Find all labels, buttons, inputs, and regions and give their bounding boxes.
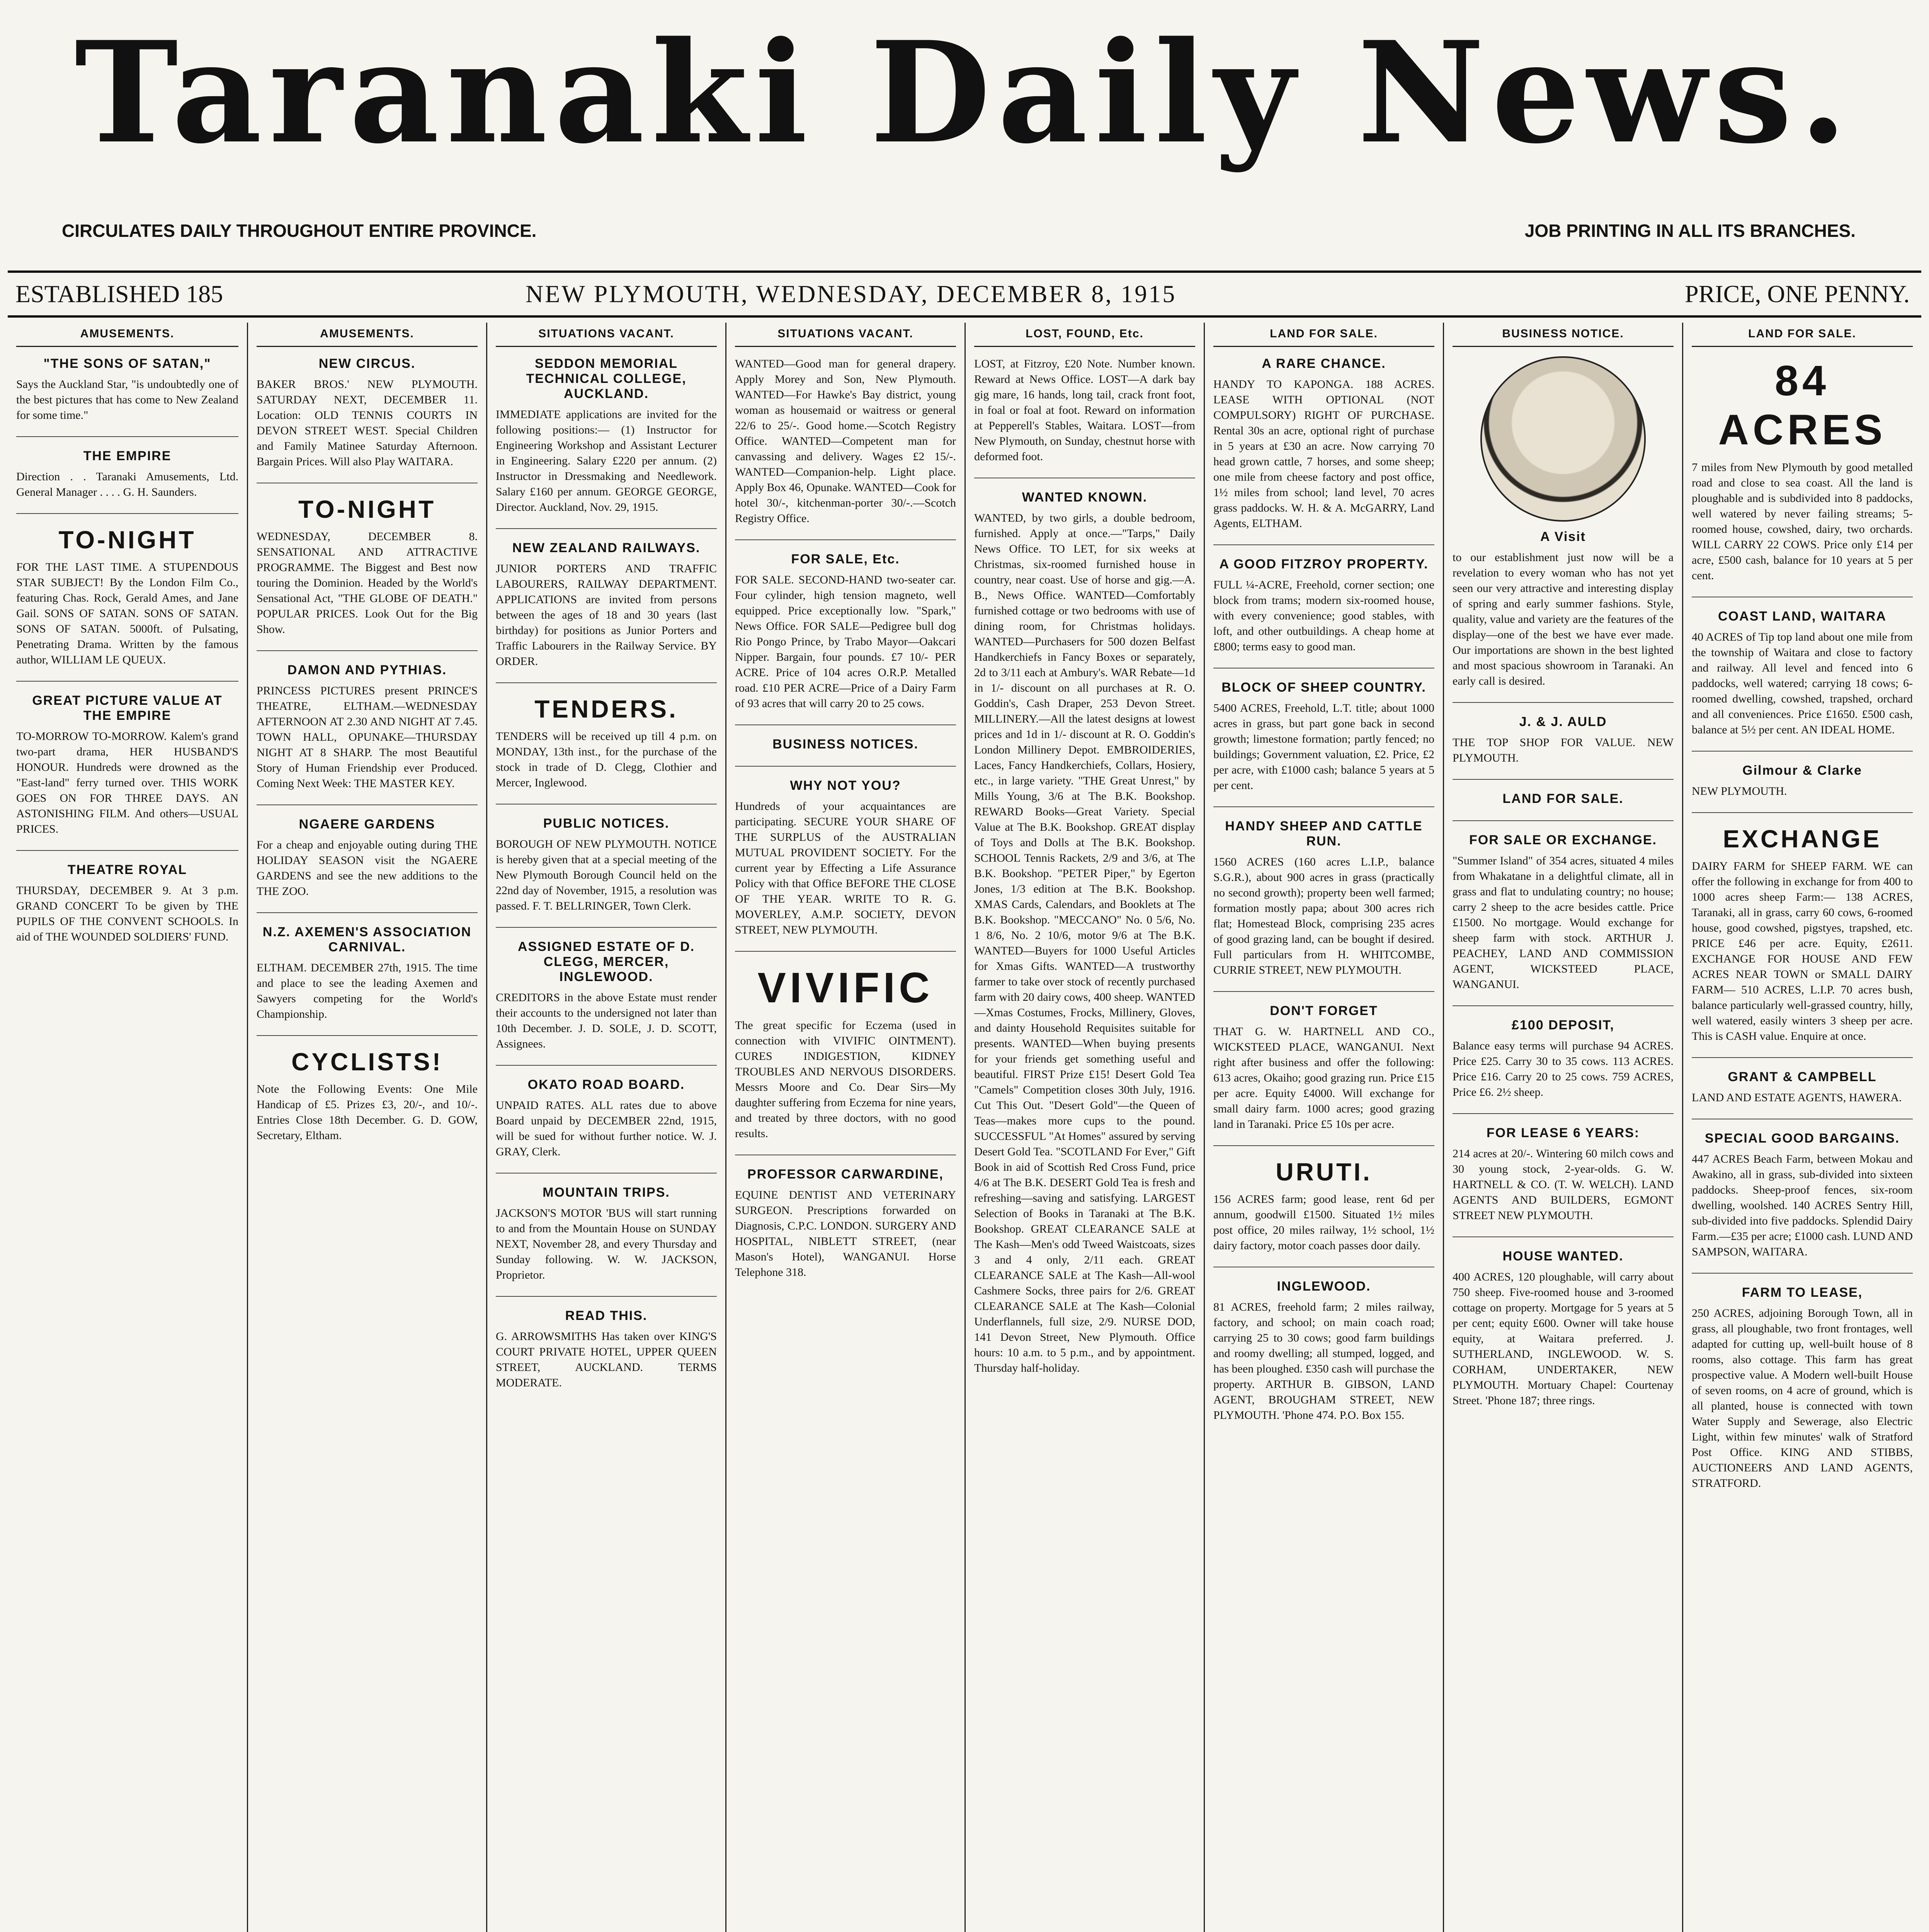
section-heading: TO-NIGHT [58, 526, 196, 554]
section-body: 156 ACRES farm; good lease, rent 6d per annum, goodwill £1500. Situated 1½ miles post office, 20 miles railway, 1½ school, 1½ dairy factory, motor coach passes door daily. [1213, 1193, 1434, 1252]
advertisement-section [16, 693, 238, 851]
section-body: THE TOP SHOP FOR VALUE. NEW PLYMOUTH. [1453, 736, 1674, 764]
section-heading: A GOOD FITZROY PROPERTY. [1219, 557, 1429, 571]
advertisement-section [16, 356, 238, 437]
section-body: DAIRY FARM for SHEEP FARM. WE can offer the following in exchange for from 400 to 1000 acres sheep Farm:— 138 ACRES, Taranaki, all in grass, carry 60 cows, 6-roomed house, good cowshed, pigstyes, trapshed, etc. PRICE £46 per acre. Equity, £2611. EXCHANGE FOR HOUSE AND FEW ACRES NEAR TOWN or SMALL DAIRY FARM— 510 ACRES, L.I.P. 70 acres bush, balance particularly well-grassed country, hilly, well watered, easily winters 3 sheep per acre. This is CASH value. Enquire at once. [1692, 860, 1913, 1043]
advertisement-section [496, 1185, 717, 1297]
section-body: G. ARROWSMITHS Has taken over KING'S COURT PRIVATE HOTEL, UPPER QUEEN STREET, AUCKLAND. TERMS MODERATE. [496, 1330, 717, 1389]
section-heading: TO-NIGHT [298, 495, 436, 523]
section-heading: CYCLISTS! [291, 1048, 443, 1076]
tagline-right: JOB PRINTING IN ALL ITS BRANCHES. [1524, 221, 1856, 241]
section-heading: INGLEWOOD. [1277, 1279, 1371, 1294]
column-header: SITUATIONS VACANT. [735, 323, 956, 347]
advertisement-section [1213, 1158, 1434, 1267]
advertisement-section [1692, 1131, 1913, 1274]
section-body: 250 ACRES, adjoining Borough Town, all in grass, all ploughable, two front frontages, well adapted for cutting up, well-built house of 8 rooms, also cottage. This farm has great prospective value. A Modern well-built House of seven rooms, on 4 acre of ground, which is all planted, house is connected with town Water Supply and Sewerage, also Electric Light, within few minutes' walk of Stratford Post Office. KING AND STIBBS, AUCTIONEERS AND LAND AGENTS, STRATFORD. [1692, 1307, 1913, 1490]
section-heading: EXCHANGE [1723, 825, 1882, 853]
newspaper-column [486, 323, 725, 1932]
section-heading: HANDY SHEEP AND CATTLE RUN. [1225, 819, 1423, 849]
section-body: 7 miles from New Plymouth by good metalled road and close to sea coast. All the land is ploughable and is subdivided into 8 paddocks, well watered by never failing streams; 5-roomed house, cowshed, dairy, two orchards. WILL CARRY 22 COWS. Price only £14 per acre, £500 cash, balance for 10 years at 5 per cent. [1692, 461, 1913, 582]
column-header: AMUSEMENTS. [16, 323, 238, 347]
advertisement-section [257, 356, 478, 483]
section-body: 5400 ACRES, Freehold, L.T. title; about 1000 acres in grass, but part gone back in second growth; limestone formation; partly fenced; no buildings; Government valuation, £2. Price, £2 per acre, with £1000 cash; balance 5 years at 5 per cent. [1213, 702, 1434, 792]
section-body: LOST, at Fitzroy, £20 Note. Number known. Reward at News Office. LOST—A dark bay gig mare, 16 hands, long tail, crack front foot, in foal or foal at foot. Reward on information at Pepperell's Stables, Waitara. LOST—from New Plymouth, on Sunday, chestnut horse with deformed foot. [974, 357, 1195, 463]
section-body: to our establishment just now will be a revelation to every woman who has not yet seen our very attractive and interesting display of spring and early summer fashions. Style, quality, value and variety are the features of the display—one of the best we have ever made. Our importations are shown in the best lighted and most spacious showroom in Taranaki. An early call is desired. [1453, 551, 1674, 687]
advertisement-section [257, 817, 478, 913]
section-heading: MOUNTAIN TRIPS. [543, 1185, 670, 1200]
section-heading: SPECIAL GOOD BARGAINS. [1704, 1131, 1900, 1146]
section-body: 81 ACRES, freehold farm; 2 miles railway, factory, and school; on main coach road; carrying 25 to 30 cows; good farm buildings and roomy dwelling; all stumped, logged, and has been ploughed. £350 cash will purchase the property. ARTHUR B. GIBSON, LAND AGENT, BROUGHAM STREET, NEW PLYMOUTH. 'Phone 474. P.O. Box 155. [1213, 1301, 1434, 1422]
columns-container [8, 323, 1921, 1932]
section-body: For a cheap and enjoyable outing during THE HOLIDAY SEASON visit the NGAERE GARDENS and see the new additions to the THE ZOO. [257, 838, 478, 898]
advertisement-section [257, 1048, 478, 1156]
advertisement-section [974, 490, 1195, 1389]
advertisement-section [1453, 714, 1674, 780]
section-heading: 84 ACRES [1718, 357, 1886, 454]
advertisement-section [735, 963, 956, 1155]
section-heading: VIVIFIC [757, 964, 934, 1012]
section-heading: ASSIGNED ESTATE OF D. CLEGG, MERCER, INGLEWOOD. [517, 939, 695, 984]
section-heading: J. & J. AULD [1519, 714, 1607, 729]
advertisement-section [496, 1308, 717, 1404]
section-heading: GREAT PICTURE VALUE AT THE EMPIRE [32, 693, 223, 723]
advertisement-section [496, 816, 717, 928]
section-heading: LAND FOR SALE. [1502, 791, 1624, 806]
advertisement-section [1453, 1126, 1674, 1237]
column-header: BUSINESS NOTICE. [1453, 323, 1674, 347]
section-heading: THEATRE ROYAL [67, 862, 187, 877]
section-body: IMMEDIATE applications are invited for the following positions:— (1) Instructor for Engineering Workshop and Assistant Lecturer in Engineering. Salary £220 per annum. (2) Instructor in Dressmaking and Needlework. Salary £160 per annum. GEORGE GEORGE, Director. Auckland, Nov. 29, 1915. [496, 408, 717, 514]
section-body: CREDITORS in the above Estate must render their accounts to the undersigned not later than 10th December. J. D. SOLE, J. D. SCOTT, Assignees. [496, 991, 717, 1050]
section-heading: FOR SALE, Etc. [791, 552, 900, 566]
advertisement-section [1692, 825, 1913, 1058]
section-body: Note the Following Events: One Mile Handicap of £5. Prizes £3, 20/-, and 10/-. Entries Close 18th December. G. D. GOW, Secretary, Eltham. [257, 1083, 478, 1142]
advertisement-section [1453, 356, 1674, 703]
section-body: Hundreds of your acquaintances are participating. SECURE YOUR SHARE OF THE SURPLUS of the AUSTRALIAN MUTUAL PROVIDENT SOCIETY. For the current year by Effecting a Life Assurance Policy with that Office BEFORE THE CLOSE OF THE YEAR. WRITE TO R. G. MOVERLEY, A.M.P. SOCIETY, DEVON STREET, NEW PLYMOUTH. [735, 800, 956, 936]
advertisement-section [496, 939, 717, 1066]
section-heading: NGAERE GARDENS [299, 817, 435, 832]
advertisement-section [1213, 680, 1434, 807]
section-heading: SEDDON MEMORIAL TECHNICAL COLLEGE, AUCKLAND. [526, 356, 687, 401]
newspaper-column [1682, 323, 1921, 1932]
section-body: 40 ACRES of Tip top land about one mile from the township of Waitara and close to factory and railway. All level and fenced into 6 paddocks, well watered; carrying 18 cows; 6-roomed dwelling, cowshed, trapshed, orchard and all conveniences. Price £1650. £500 cash, balance at 5½ per cent. AN IDEAL HOME. [1692, 631, 1913, 736]
newspaper-column [1443, 323, 1682, 1932]
advertisement-section [735, 552, 956, 725]
advertisement-section [496, 356, 717, 529]
advertisement-section [1213, 1003, 1434, 1146]
section-body: THAT G. W. HARTNELL AND CO., WICKSTEED PLACE, WANGANUI. Next right after business and offer the following: 613 acres, Okaiho; good grazing run. Price £15 per acre. Equity £4000. Will exchange for small dairy farm. 1000 acres; good grazing land in Taranaki. Price £5 10s per acre. [1213, 1025, 1434, 1131]
section-heading: COAST LAND, WAITARA [1718, 609, 1886, 624]
section-heading: PROFESSOR CARWARDINE, [747, 1167, 944, 1182]
advertisement-section [1453, 833, 1674, 1006]
advertisement-section [1692, 1285, 1913, 1504]
section-body: WANTED, by two girls, a double bedroom, furnished. Apply at once.—"Tarps," Daily News Office. TO LET, for six weeks at Christmas, six-roomed furnished house in country, near coast. Use of horse and gig.—A. B., News Office. WANTED—Comfortably furnished cottage or two bedrooms with use of dining room, for Christmas holidays. WANTED—Purchasers for 500 dozen Belfast Handkerchiefs in Fancy Boxes or separately, 2d to 3/11 each at Ambury's. WAR Rebate—1d in 1/- discount on all purchases at R. O. Goddin's, Cash Draper, 253 Devon Street. MILLINERY.—All the latest designs at lowest prices and 1d in 1/- discount at R. O. Goddin's London Millinery Depot. EMBROIDERIES, Laces, Fancy Handkerchiefs, Collars, Hosiery, etc., in large variety. "THE Great Unrest," by Mills Young, 3/6 at The B.K. Bookshop. REWARD Books—Great Variety. Special Value at The B.K. Bookshop. GREAT display of Toys and Dolls at The B.K. Bookshop. SCHOOL Tennis Rackets, 2/9 and 3/6, at The B.K. Bookshop. "PETER Piper," by Egerton Jones, 1/3 edition at The B.K. Bookshop. XMAS Cards, Calendars, and Booklets at The B.K. Bookshop. "MECCANO" No. 0 5/6, No. 1 8/6, No. 2 10/6, motor 9/6 at The B.K. WANTED—Buyers for 1000 Useful Articles for Xmas Gifts. WANTED—A trustworthy farmer to take over stock of recently purchased farm with 20 dairy cows, 400 sheep. WANTED—Xmas Costumes, Frocks, Millinery, Gloves, and dainty Household Requisites suitable for presents. WANTED—When buying presents for your friends get something useful and beautiful. FIRST Prize £15! Desert Gold Tea "Camels" Competition closes 30th July, 1916. Cut This Out. "Desert Gold"—the Queen of Teas—makes more cups to the pound. SUCCESSFUL "At Homes" assured by serving Desert Gold Tea. "SCOTLAND For Ever," Gift Book in aid of Scottish Red Cross Fund, price 4/6 at The B.K. DESERT Gold Tea is fresh and refreshing—saving and satisfying. LARGEST Selection of Books in Taranaki at The B.K. Bookshop. GREAT CLEARANCE SALE at The Kash—Men's odd Tweed Waistcoats, sizes 3 and 4 only, 2/11 each. GREAT CLEARANCE SALE at The Kash—All-wool Cashmere Socks, three pairs for 2/6. GREAT CLEARANCE SALE at The Kash—Colonial Underflannels, full size, 2/9. NURSE DOD, 141 Devon Street, New Plymouth. Office hours: 10 a.m. to 5 p.m., and by appointment. Thursday half-holiday. [974, 512, 1195, 1374]
section-body: 214 acres at 20/-. Wintering 60 milch cows and 30 young stock, 2-year-olds. G. W. HARTNELL & CO. (T. W. WELCH). LAND AGENTS AND BUILDERS, EGMONT STREET NEW PLYMOUTH. [1453, 1147, 1674, 1222]
advertisement-section [735, 778, 956, 952]
advertisement-section [257, 663, 478, 805]
advertisement-section [1692, 356, 1913, 597]
advertisement-section [257, 925, 478, 1036]
column-header: LAND FOR SALE. [1692, 323, 1913, 347]
section-body: THURSDAY, DECEMBER 9. At 3 p.m. GRAND CONCERT To be given by THE PUPILS OF THE CONVENT SCHOOLS. In aid of THE WOUNDED SOLDIERS' FUND. [16, 884, 238, 943]
section-heading: FOR SALE OR EXCHANGE. [1469, 833, 1657, 847]
advertisement-section [1213, 356, 1434, 545]
section-body: UNPAID RATES. ALL rates due to above Board unpaid by DECEMBER 22nd, 1915, will be sued for without further notice. W. J. GRAY, Clerk. [496, 1099, 717, 1158]
section-heading: HOUSE WANTED. [1502, 1249, 1624, 1264]
section-heading: NEW ZEALAND RAILWAYS. [512, 541, 701, 555]
masthead [0, 0, 1929, 216]
section-heading: BLOCK OF SHEEP COUNTRY. [1221, 680, 1426, 695]
advertisement-section [496, 695, 717, 804]
advertisement-section [496, 1077, 717, 1173]
section-heading: DON'T FORGET [1270, 1003, 1378, 1018]
column-header: LAND FOR SALE. [1213, 323, 1434, 347]
section-heading: PUBLIC NOTICES. [543, 816, 670, 831]
section-heading: WHY NOT YOU? [790, 778, 901, 793]
section-body: EQUINE DENTIST AND VETERINARY SURGEON. Prescriptions forwarded on Diagnosis, C.P.C. LONDON. SURGERY AND HOSPITAL, NIBLETT STREET, (near Mason's Hotel), WANGANUI. Horse Telephone 318. [735, 1189, 956, 1279]
section-heading: NEW CIRCUS. [318, 356, 416, 371]
section-body: NEW PLYMOUTH. [1692, 785, 1787, 798]
section-heading: THE EMPIRE [83, 449, 172, 463]
section-body: 1560 ACRES (160 acres L.I.P., balance S.G.R.), about 900 acres in grass (practically no second growth); property been well farmed; formation mostly papa; about 300 acres rich flat; Homestead Block, comprising 235 acres of good grazing land, can be bought if desired. Full particulars from H. WHITCOMBE, CURRIE STREET, NEW PLYMOUTH. [1213, 855, 1434, 976]
section-body: The great specific for Eczema (used in connection with VIVIFIC OINTMENT). CURES INDIGESTION, KIDNEY TROUBLES AND NERVOUS DISORDERS. Messrs Moore and Co. Dear Sirs—My daughter suffering from Eczema for nine years, and treated by three doctors, with no good results. [735, 1019, 956, 1140]
newspaper-column [1204, 323, 1443, 1932]
advertisement-section [1213, 819, 1434, 992]
section-heading: READ THIS. [565, 1308, 648, 1323]
section-body: FOR THE LAST TIME. A STUPENDOUS STAR SUBJECT! By the London Film Co., featuring Chas. Rock, Gerald Ames, and Jane Gail. SONS OF SATAN. SONS OF SATAN. SONS OF SATAN. 5000ft. of Pulsating, Penetrating Drama. Written by the famous author, WILLIAM LE QUEUX. [16, 561, 238, 666]
section-heading: TENDERS. [534, 695, 678, 723]
advertisement-section [257, 495, 478, 651]
section-heading: A RARE CHANCE. [1262, 356, 1386, 371]
column-header: AMUSEMENTS. [257, 323, 478, 347]
column-header: SITUATIONS VACANT. [496, 323, 717, 347]
advertisement-section [735, 1167, 956, 1293]
advertisement-section [1692, 609, 1913, 752]
advertisement-section [1453, 1018, 1674, 1114]
section-body: LAND AND ESTATE AGENTS, HAWERA. [1692, 1091, 1902, 1104]
woman-portrait-illustration [1480, 356, 1646, 522]
section-body: BAKER BROS.' NEW PLYMOUTH. SATURDAY NEXT, DECEMBER 11. Location: OLD TENNIS COURTS IN DEVON STREET WEST. Special Children and Family Matinee Saturday Afternoon. Bargain Prices. Will also Play WAITARA. [257, 378, 478, 468]
advertisement-section [1692, 1070, 1913, 1119]
section-body: Direction . . Taranaki Amusements, Ltd. General Manager . . . . G. H. Saunders. [16, 470, 238, 498]
advertisement-section [496, 541, 717, 683]
section-heading: N.Z. AXEMEN'S ASSOCIATION CARNIVAL. [262, 925, 472, 954]
advertisement-section [1213, 1279, 1434, 1436]
advertisement-section [16, 526, 238, 682]
section-body: JACKSON'S MOTOR 'BUS will start running to and from the Mountain House on SUNDAY NEXT, November 28, and every Thursday and Sunday following. W. W. JACKSON, Proprietor. [496, 1207, 717, 1281]
tagline-left: CIRCULATES DAILY THROUGHOUT ENTIRE PROVINCE. [62, 221, 537, 241]
section-heading: "THE SONS OF SATAN," [43, 356, 211, 371]
newspaper-column [247, 323, 486, 1932]
section-heading: OKATO ROAD BOARD. [527, 1077, 685, 1092]
established-text: ESTABLISHED 185 [15, 280, 223, 308]
section-heading: WANTED KNOWN. [1022, 490, 1148, 505]
section-body: JUNIOR PORTERS AND TRAFFIC LABOURERS, RAILWAY DEPARTMENT. APPLICATIONS are invited from persons between the ages of 18 and 30 years (last birthday) for positions as Junior Porters and Traffic Labourers in the Railway Service. BY ORDER. [496, 562, 717, 668]
section-body: FOR SALE. SECOND-HAND two-seater car. Four cylinder, high tension magneto, well equipped. Price exceptionally low. "Spark," News Office. FOR SALE—Pedigree bull dog Rio Pongo Prince, by Trabo Mayor—Oakcari Nipper. Bargain, four pounds. £7 10/- PER ACRE. Price of 104 acres O.R.P. Metalled road. £10 PER ACRE—Price of a Dairy Farm of 93 acres that will carry 20 to 25 cows. [735, 573, 956, 710]
section-heading: URUTI. [1276, 1158, 1372, 1186]
newspaper-column [8, 323, 247, 1932]
section-body: 400 ACRES, 120 ploughable, will carry about 750 sheep. Five-roomed house and 3-roomed cottage on property. Mortgage for 5 years at 5 per cent; equity £600. Owner will take house equity, at Waitara preferred. J. SUTHERLAND, INGLEWOOD. W. S. CORHAM, UNDERTAKER, NEW PLYMOUTH. Mortuary Chapel: Courtenay Street. 'Phone 187; three rings. [1453, 1270, 1674, 1407]
section-body: Says the Auckland Star, "is undoubtedly one of the best pictures that has come to New Zealand for some time." [16, 378, 238, 422]
advertisement-section [735, 737, 956, 767]
advertisement-section [735, 356, 956, 540]
section-heading: FARM TO LEASE, [1742, 1285, 1863, 1300]
section-body: Balance easy terms will purchase 94 ACRES. Price £25. Carry 30 to 35 cows. 113 ACRES. Price £16. Carry 20 to 25 cows. 759 ACRES, Price £6. 2½ sheep. [1453, 1039, 1674, 1099]
section-heading: BUSINESS NOTICES. [772, 737, 919, 752]
advertisement-section [16, 449, 238, 514]
section-body: BOROUGH OF NEW PLYMOUTH. NOTICE is hereby given that at a special meeting of the New Plymouth Borough Council held on the 22nd day of November, 1915, a resolution was passed. F. T. BELLRINGER, Town Clerk. [496, 838, 717, 912]
advertisement-section [1453, 1249, 1674, 1422]
section-heading: GRANT & CAMPBELL [1728, 1070, 1877, 1084]
advertisement-section [974, 356, 1195, 478]
section-heading: £100 DEPOSIT, [1511, 1018, 1614, 1032]
advertisement-section [1213, 557, 1434, 668]
section-body: 447 ACRES Beach Farm, between Mokau and Awakino, all in grass, sub-divided into sixteen paddocks. Sheep-proof fences, six-room dwelling, woolshed. 140 ACRES Sentry Hill, sub-divided into five paddocks. Splendid Dairy Farm.—£35 per acre; £1000 cash. LUND AND SAMPSON, WAITARA. [1692, 1153, 1913, 1258]
advertisement-section [1692, 763, 1913, 813]
issue-date: NEW PLYMOUTH, WEDNESDAY, DECEMBER 8, 1915 [526, 280, 1177, 308]
column-header: LOST, FOUND, Etc. [974, 323, 1195, 347]
section-body: WEDNESDAY, DECEMBER 8. SENSATIONAL AND ATTRACTIVE PROGRAMME. The Biggest and Best now touring the Dominion. Headed by the World's Sensational Act, "THE GLOBE OF DEATH." POPULAR PRICES. Look Out for the Big Show. [257, 530, 478, 636]
price-text: PRICE, ONE PENNY. [1685, 280, 1910, 308]
section-body: TENDERS will be received up till 4 p.m. on MONDAY, 13th inst., for the purchase of the stock in trade of D. Clegg, Clothier and Mercer, Inglewood. [496, 730, 717, 789]
section-body: PRINCESS PICTURES present PRINCE'S THEATRE, ELTHAM.—WEDNESDAY AFTERNOON AT 2.30 AND NIGHT AT 7.45. TOWN HALL, OPUNAKE—THURSDAY NIGHT AT 8 SHARP. The most Beautiful Story of Human Friendship ever Produced. Coming Next Week: THE MASTER KEY. [257, 684, 478, 790]
section-heading: Gilmour & Clarke [1742, 763, 1862, 778]
section-heading: A Visit [1540, 529, 1586, 544]
masthead-title: Taranaki Daily News. [75, 11, 1854, 174]
section-body: WANTED—Good man for general drapery. Apply Morey and Son, New Plymouth. WANTED—For Hawke's Bay district, young woman as housemaid or waitress or general 22/6 to 25/-. Good home.—Scotch Registry Office. WANTED—Competent man for canvassing and delivery. Wages £2 15/-. WANTED—Companion-help. Light place. Apply Box 46, Opunake. WANTED—Cook for hotel 30/-, kitchenman-porter 30/-.—Scotch Registry Office. [735, 357, 956, 525]
section-body: HANDY TO KAPONGA. 188 ACRES. LEASE WITH OPTIONAL (NOT COMPULSORY) RIGHT OF PURCHASE. Rental 30s an acre, optional right of purchase in 5 years at £30 an acre. Now carrying 70 head grown cattle, 7 horses, and some sheep; one mile from cheese factory and post office, 1½ miles from school; land level, 70 acres grass paddocks. W. H. & A. McGARRY, Land Agents, ELTHAM. [1213, 378, 1434, 530]
newspaper-column [725, 323, 964, 1932]
section-body: TO-MORROW TO-MORROW. Kalem's grand two-part drama, HER HUSBAND'S HONOUR. Hundreds were drowned as the "East-land" ferry turned over. THIS WORK GOES ON FOR THREE DAYS. AN ASTONISHING FILM. And others—USUAL PRICES. [16, 730, 238, 835]
dateline [8, 270, 1921, 318]
advertisement-section [16, 862, 238, 958]
advertisement-section [1453, 791, 1674, 821]
section-body: ELTHAM. DECEMBER 27th, 1915. The time and place to see the leading Axemen and Sawyers competing for the World's Championship. [257, 961, 478, 1020]
section-heading: FOR LEASE 6 YEARS: [1486, 1126, 1640, 1140]
section-body: "Summer Island" of 354 acres, situated 4 miles from Whakatane in a delightful climate, all in grass and flat to undulating country; no house; carry 2 sheep to the acre besides cattle. Price £1500. No mortgage. Would exchange for sheep farm with stock. ARTHUR J. PEACHEY, LAND AND COMMISSION AGENT, WICKSTEED PLACE, WANGANUI. [1453, 854, 1674, 991]
newspaper-column [964, 323, 1204, 1932]
section-heading: DAMON AND PYTHIAS. [287, 663, 447, 677]
section-body: FULL ¼-ACRE, Freehold, corner section; one block from trams; modern six-roomed house, with every convenience; good stables, with loft, and other outbuildings. A cheap home at £800; terms easy to good man. [1213, 578, 1434, 653]
